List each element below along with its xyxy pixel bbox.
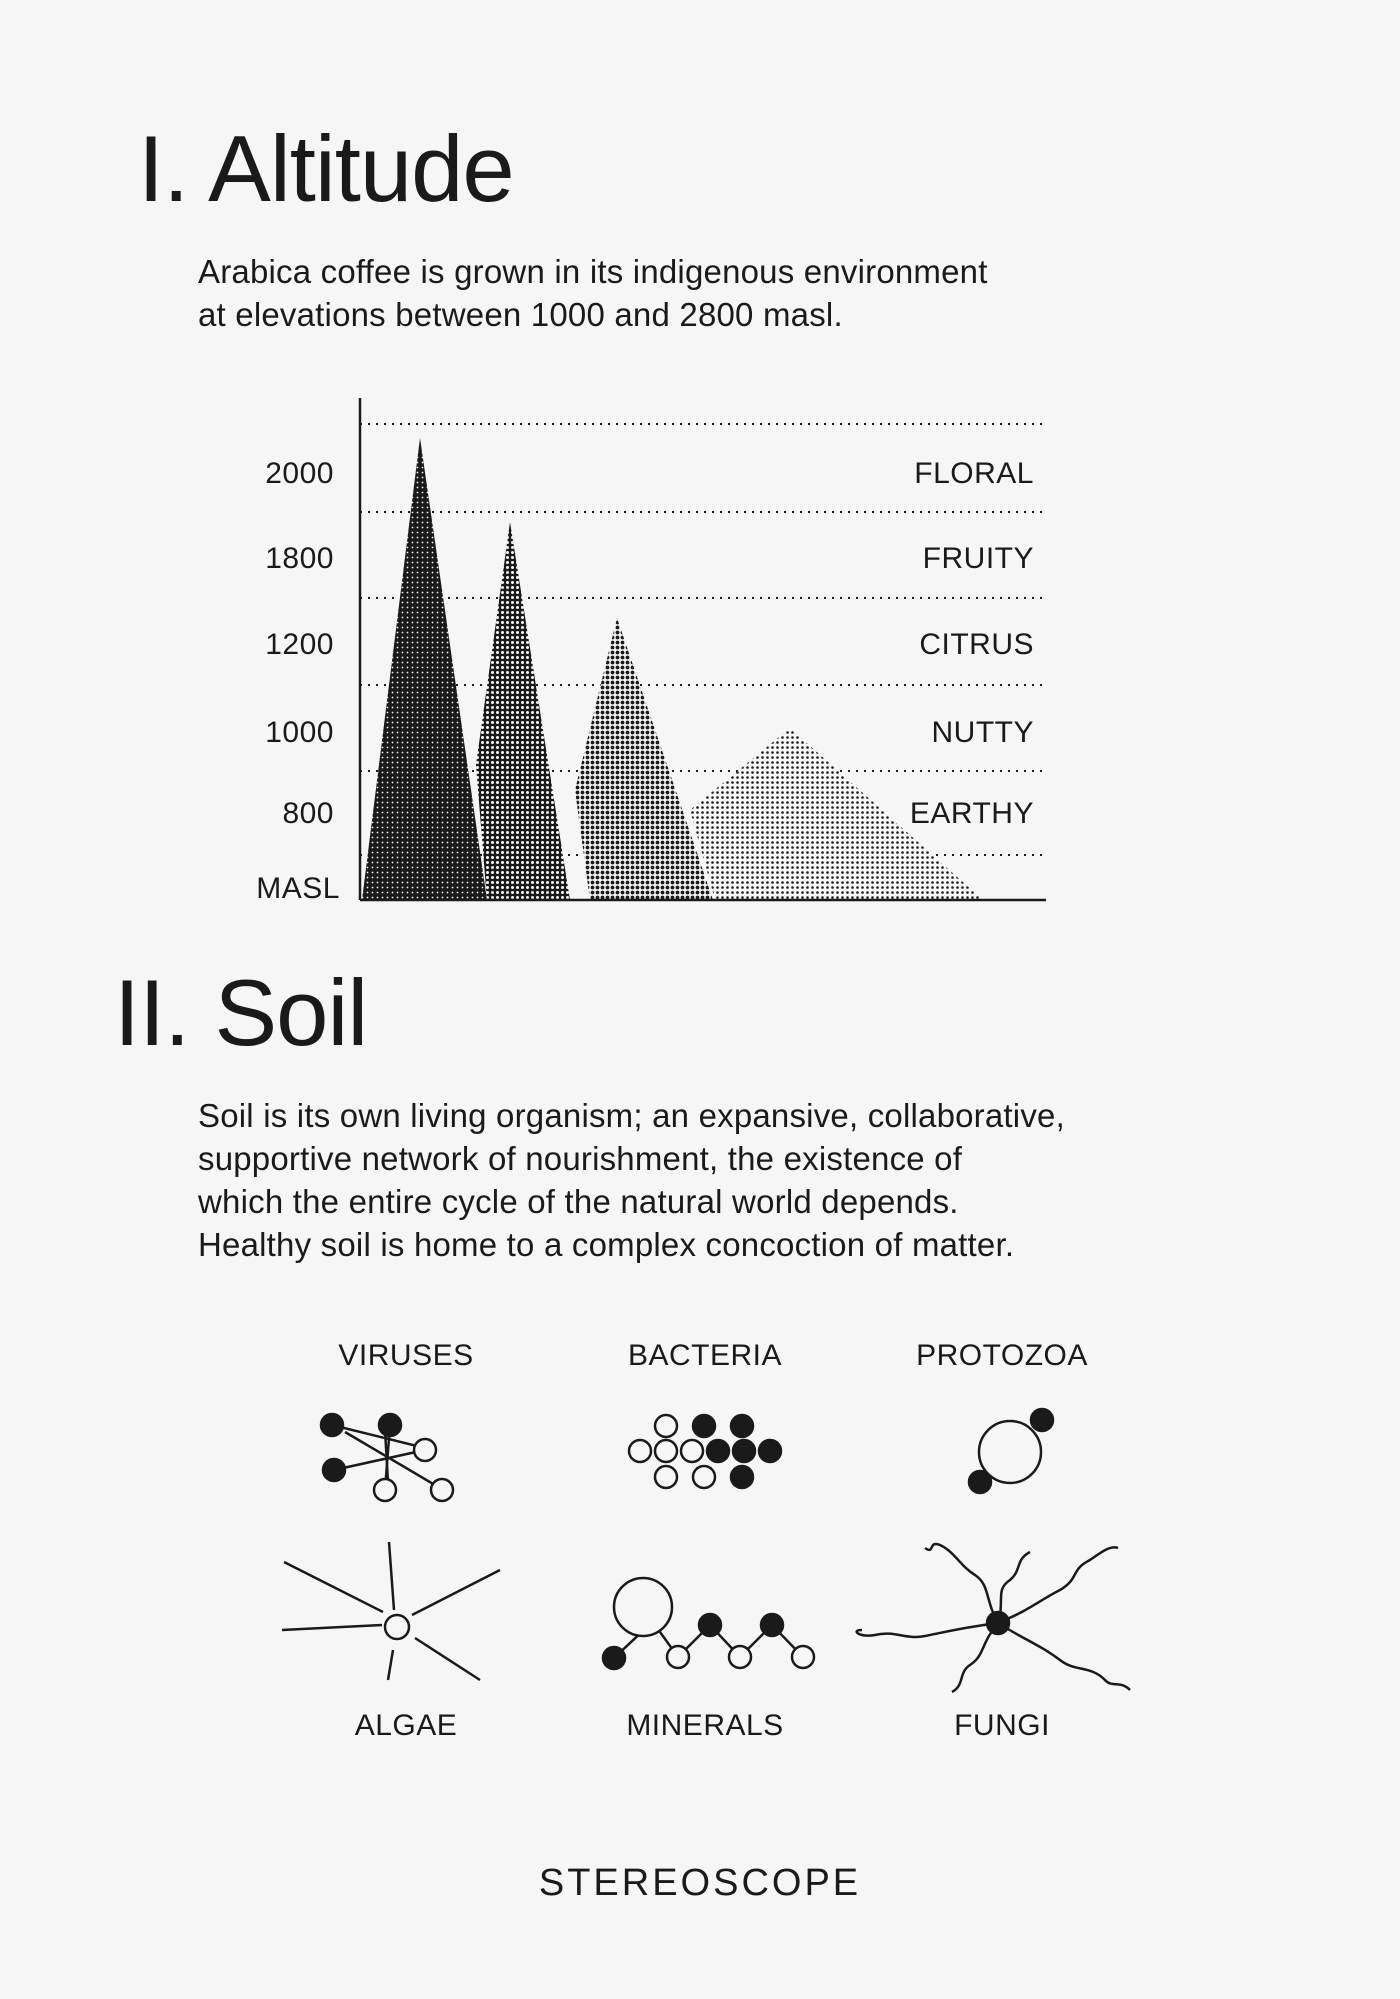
soil-description: Soil is its own living organism; an expansive, collaborative, supportive network of nourishment, the existence of which the entire cycle of the natural world depends. Healthy soil is home to a complex concoction of matter. [198, 1097, 1065, 1263]
band-label: FLORAL [914, 457, 1034, 490]
y-tick-label: 1800 [265, 542, 334, 575]
altitude-chart [0, 0, 1400, 920]
peak-floral [362, 438, 487, 900]
fungi-icon [857, 1544, 1130, 1692]
protozoa-icon [969, 1409, 1053, 1493]
band-label: NUTTY [931, 716, 1034, 749]
brand-logo: STEREOSCOPE [538, 1862, 862, 1904]
minerals-icon [603, 1578, 814, 1669]
y-axis-label: MASL [256, 872, 340, 905]
viruses-icon [321, 1414, 453, 1501]
section-title-altitude: I. Altitude [138, 116, 514, 221]
band-label: FRUITY [922, 542, 1034, 575]
y-tick-label: 800 [282, 797, 334, 830]
section-title-soil: II. Soil [114, 960, 368, 1065]
protozoa-label: PROTOZOA [916, 1339, 1088, 1372]
band-label: CITRUS [919, 628, 1034, 661]
viruses-label: VIRUSES [338, 1339, 474, 1372]
peak-fruity [476, 522, 570, 900]
peak-citrus [575, 618, 713, 900]
bacteria-icon [629, 1415, 781, 1488]
fungi-label: FUNGI [954, 1709, 1050, 1742]
y-tick-label: 1000 [265, 716, 334, 749]
y-tick-label: 2000 [265, 457, 334, 490]
bacteria-label: BACTERIA [627, 1339, 783, 1372]
altitude-description: Arabica coffee is grown in its indigenous environment at elevations between 1000 and 2800 masl. [198, 253, 988, 333]
band-label: EARTHY [909, 797, 1034, 830]
algae-icon [282, 1542, 500, 1680]
minerals-label: MINERALS [626, 1709, 784, 1742]
y-tick-label: 1200 [265, 628, 334, 661]
algae-label: ALGAE [354, 1709, 458, 1742]
